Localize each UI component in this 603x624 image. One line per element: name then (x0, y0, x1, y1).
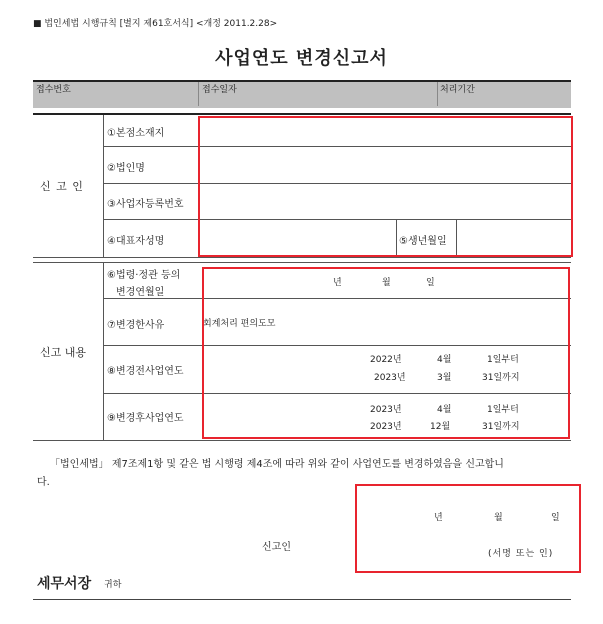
new-from-year: 2023년 (370, 405, 402, 415)
prev-from-month: 4월 (437, 355, 452, 365)
new-fiscal-year-label: ⑨변경후사업연도 (107, 413, 184, 424)
birth-date-label: ⑤생년월일 (399, 236, 447, 247)
head-office-label: ①본점소재지 (107, 128, 165, 139)
highlight-content-fields (202, 267, 570, 439)
highlight-signature-area (355, 484, 581, 573)
signature-day: 일 (551, 513, 560, 523)
prev-to-month: 3월 (437, 373, 452, 383)
law-change-label-line2: 변경연월일 (116, 287, 165, 298)
change-reason-label: ⑦변경한사유 (107, 320, 165, 331)
change-reason-value: 회계처리 편의도모 (203, 319, 276, 329)
new-from-month: 4월 (437, 405, 452, 415)
content-section-label: 신고 내용 (40, 346, 87, 359)
new-to-day: 31일까지 (482, 422, 520, 432)
processing-period-label: 처리기간 (440, 85, 475, 95)
new-to-year: 2023년 (370, 422, 402, 432)
prev-to-day: 31일까지 (482, 373, 520, 383)
highlight-reporter-fields (198, 116, 573, 257)
corporation-name-label: ②법인명 (107, 163, 145, 174)
signature-month: 월 (494, 513, 503, 523)
reporter-signature-label: 신고인 (262, 542, 291, 553)
addressee-suffix: 귀하 (104, 580, 122, 590)
law-change-year: 년 (333, 278, 342, 288)
addressee: 세무서장 (37, 576, 92, 592)
page-title: 사업연도 변경신고서 (215, 48, 388, 69)
prev-to-year: 2023년 (374, 373, 406, 383)
receipt-date-label: 접수일자 (202, 85, 237, 95)
signature-year: 년 (434, 513, 443, 523)
sign-or-seal-note: (서명 또는 인) (488, 549, 554, 559)
reporter-section-label: 신 고 인 (40, 180, 84, 193)
law-change-month: 월 (382, 278, 391, 288)
prev-from-year: 2022년 (370, 355, 402, 365)
form-header-note: ■ 법인세법 시행규칙 [별지 제61호서식] <개정 2011.2.28> (33, 19, 278, 29)
receipt-number-label: 접수번호 (36, 85, 71, 95)
law-change-label-line1: ⑥법령·정관 등의 (107, 270, 181, 281)
representative-name-label: ④대표자성명 (107, 236, 165, 247)
prev-from-day: 1일부터 (487, 355, 519, 365)
new-to-month: 12월 (430, 422, 451, 432)
receipt-bar (33, 80, 571, 108)
law-change-day: 일 (426, 278, 435, 288)
statement-line-1: 「법인세법」 제7조제1항 및 같은 법 시행령 제4조에 따라 위와 같이 사업연도를 변경하였음을 신고합니 (50, 459, 504, 470)
new-from-day: 1일부터 (487, 405, 519, 415)
business-registration-label: ③사업자등록번호 (107, 199, 184, 210)
statement-line-2: 다. (37, 477, 50, 488)
previous-fiscal-year-label: ⑧변경전사업연도 (107, 366, 184, 377)
